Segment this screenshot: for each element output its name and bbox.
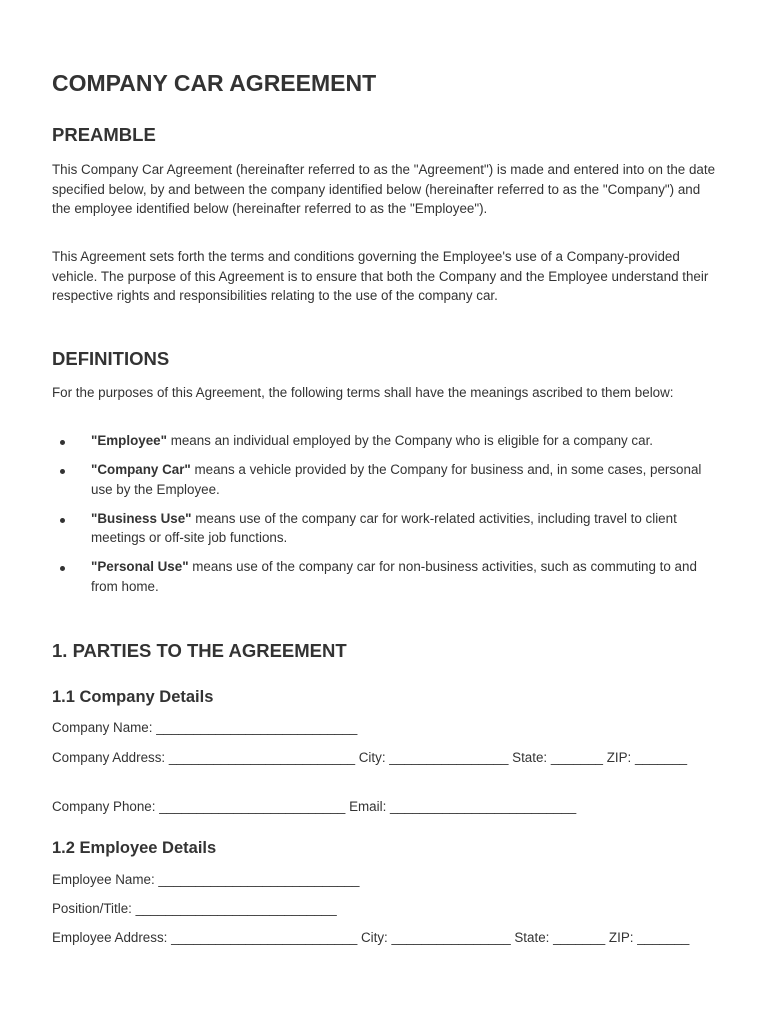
document-title: COMPANY CAR AGREEMENT bbox=[52, 70, 377, 96]
bullet-icon bbox=[60, 518, 65, 523]
definition-text: means use of the company car for non-business activities, such as commuting to and from home. bbox=[91, 559, 697, 595]
definitions-list bbox=[52, 431, 722, 606]
definition-item-business-use bbox=[52, 509, 722, 548]
definition-item-company-car bbox=[52, 460, 722, 499]
definition-term: "Employee" bbox=[91, 433, 167, 448]
definitions-heading: DEFINITIONS bbox=[52, 348, 170, 369]
preamble-heading: PREAMBLE bbox=[52, 124, 156, 145]
bullet-icon bbox=[60, 440, 65, 445]
definition-text: means an individual employed by the Company who is eligible for a company car. bbox=[166, 433, 654, 448]
definition-text: means a vehicle provided by the Company for business and, in some cases, personal use by the Employee. bbox=[91, 462, 702, 497]
employee-details-heading: 1.2 Employee Details bbox=[52, 839, 217, 857]
employee-address-field: Employee Address: _________________________ City: ________________ State: _______ ZIP: _______ bbox=[52, 930, 690, 945]
company-phone-field: Company Phone: _________________________ Email: _________________________ bbox=[52, 799, 577, 814]
company-name-field: Company Name: ___________________________ bbox=[52, 720, 358, 735]
definition-text: means use of the company car for work-related activities, including travel to client meetings or off-site job functions. bbox=[91, 510, 677, 546]
company-address-field: Company Address: _________________________ City: ________________ State: _______ ZIP: _______ bbox=[52, 750, 688, 765]
definition-term: "Personal Use" bbox=[91, 559, 189, 575]
definitions-intro: For the purposes of this Agreement, the following terms shall have the meanings ascribed to them below: bbox=[52, 385, 674, 400]
company-details-heading: 1.1 Company Details bbox=[52, 688, 214, 706]
employee-position-field: Position/Title: ___________________________ bbox=[52, 901, 337, 916]
bullet-icon bbox=[60, 566, 65, 571]
employee-name-field: Employee Name: ___________________________ bbox=[52, 872, 360, 887]
definition-term: "Company Car" bbox=[91, 462, 191, 478]
preamble-paragraph-2: This Agreement sets forth the terms and conditions governing the Employee's use of a Company-provided vehicle. The purpose of this Agreement is to ensure that both the Company and the Employee understand their respective rights and responsibilities relating to the use of the company car. bbox=[52, 249, 709, 304]
preamble-paragraph-1: This Company Car Agreement (hereinafter referred to as the "Agreement") is made and entered into on the date specified below, by and between the company identified below (hereinafter referred to as the "Company") and the employee identified below (hereinafter referred to as the "Employee"). bbox=[52, 162, 716, 217]
definition-item-employee bbox=[52, 431, 722, 451]
parties-heading: 1. PARTIES TO THE AGREEMENT bbox=[52, 640, 347, 661]
bullet-icon bbox=[60, 469, 65, 474]
definition-item-personal-use bbox=[52, 557, 722, 596]
definition-term: "Business Use" bbox=[91, 510, 192, 526]
